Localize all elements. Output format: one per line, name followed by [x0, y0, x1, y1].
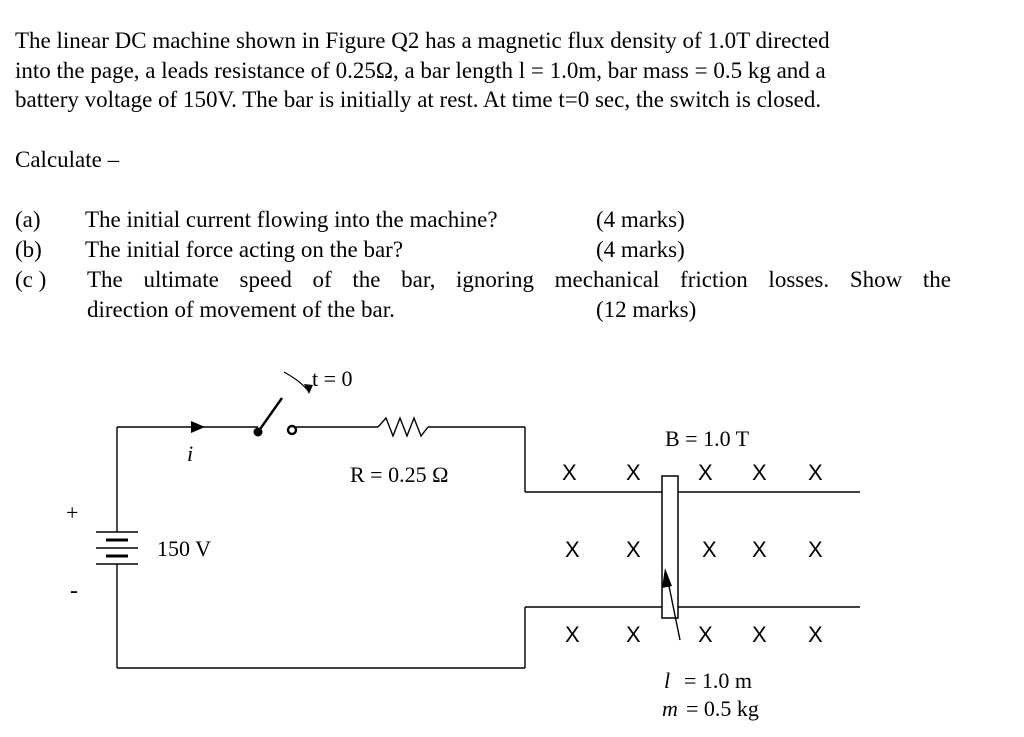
field-x-r3-c4: X: [752, 622, 767, 647]
question-b-label: (b): [15, 237, 42, 262]
field-x-r1-c1: X: [562, 460, 577, 485]
field-x-r2-c1: X: [565, 537, 580, 562]
question-b-marks: (4 marks): [596, 237, 685, 262]
current-label: i: [187, 441, 194, 466]
field-x-r1-c5: X: [808, 460, 823, 485]
field-x-r1-c2: X: [626, 460, 641, 485]
battery-plus-sign: +: [66, 500, 79, 525]
question-c-text: The ultimate speed of the bar, ignoring mechanical friction losses. Show the: [87, 267, 951, 292]
battery-voltage-label: 150 V: [157, 536, 211, 561]
mass-symbol: m: [662, 696, 678, 721]
switch-blade: [258, 398, 282, 432]
switch-pivot: [254, 428, 263, 437]
field-label: B = 1.0 T: [665, 426, 750, 451]
length-symbol: l: [664, 668, 671, 693]
question-a-marks: (4 marks): [596, 207, 685, 232]
field-x-r2-c5: X: [808, 537, 823, 562]
battery-minus-sign: -: [70, 578, 78, 604]
field-x-r1-c4: X: [752, 460, 767, 485]
resistor-symbol: [378, 418, 428, 436]
field-x-r1-c3: X: [698, 460, 713, 485]
question-c-label: (c ): [15, 267, 47, 292]
field-x-r2-c3: X: [702, 537, 717, 562]
current-arrowhead: [191, 421, 205, 433]
sliding-bar: [662, 476, 678, 618]
field-x-r2-c2: X: [626, 537, 641, 562]
field-x-r3-c3: X: [698, 622, 713, 647]
question-a-text: The initial current flowing into the machine?: [85, 207, 498, 232]
switch-label: t = 0: [312, 366, 353, 391]
question-c-marks: (12 marks): [596, 297, 697, 322]
field-x-r3-c2: X: [626, 622, 641, 647]
problem-line-1: The linear DC machine shown in Figure Q2 has a magnetic flux density of 1.0T directed: [15, 28, 830, 53]
question-c-text-continued: direction of movement of the bar.: [87, 297, 395, 322]
field-x-r3-c1: X: [565, 622, 580, 647]
switch-action-arc: [284, 372, 309, 392]
switch-contact: [288, 426, 296, 434]
question-a-label: (a): [15, 207, 41, 232]
question-b-text: The initial force acting on the bar?: [85, 237, 404, 262]
mass-label: = 0.5 kg: [686, 696, 759, 721]
problem-line-3: battery voltage of 150V. The bar is initially at rest. At time t=0 sec, the switch is closed.: [15, 87, 822, 112]
field-x-r3-c5: X: [808, 622, 823, 647]
field-x-r2-c4: X: [752, 537, 767, 562]
resistor-label: R = 0.25 Ω: [350, 462, 449, 487]
calculate-label: Calculate –: [15, 147, 120, 172]
length-label: = 1.0 m: [684, 668, 753, 693]
problem-line-2: into the page, a leads resistance of 0.25Ω, a bar length l = 1.0m, bar mass = 0.5 kg and a: [15, 57, 826, 83]
